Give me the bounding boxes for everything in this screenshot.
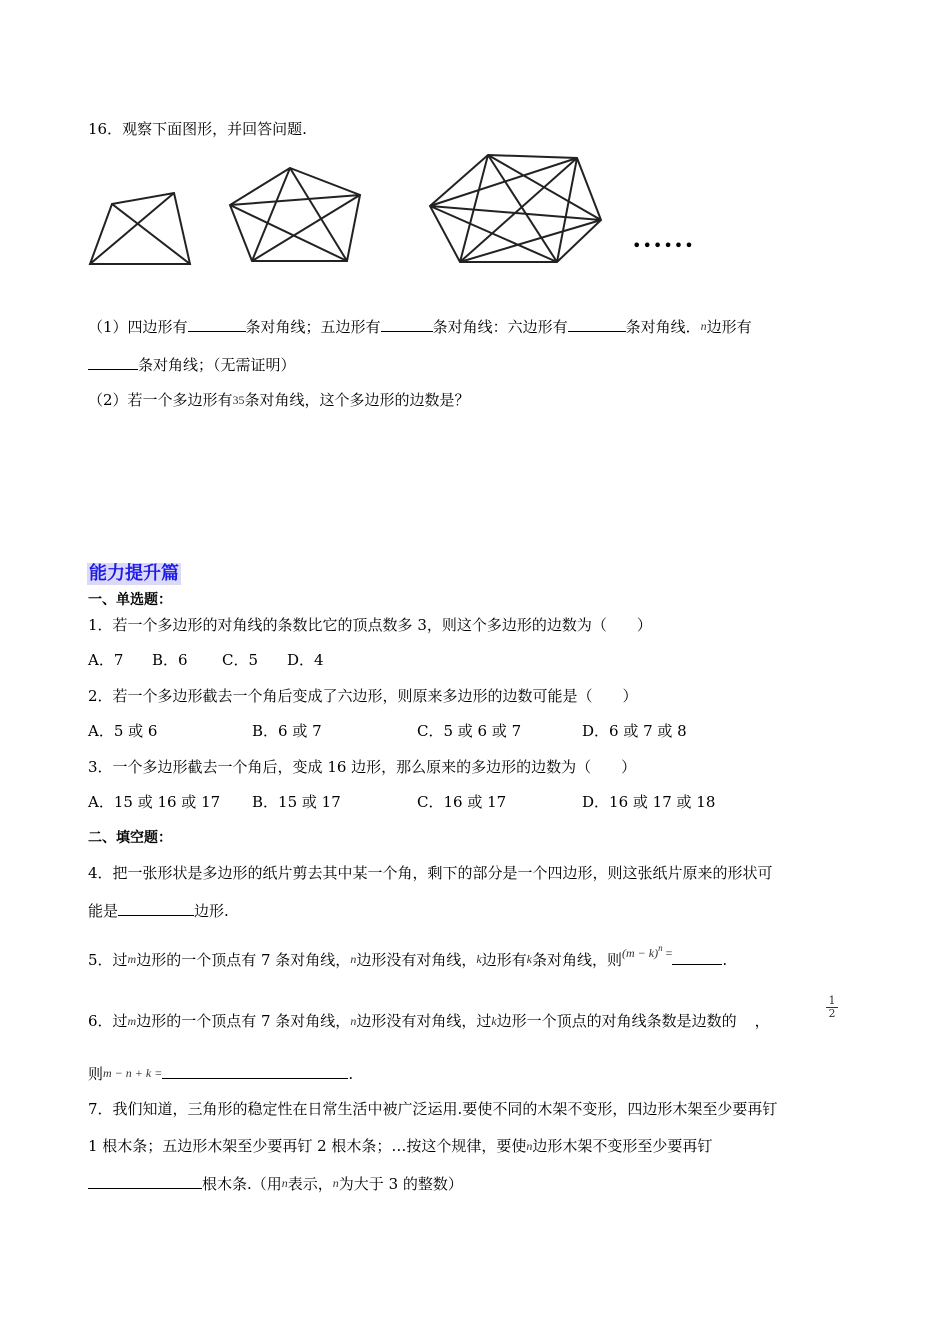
math-var: n — [350, 952, 357, 966]
answer-blank[interactable] — [88, 354, 138, 370]
math-var: n — [281, 1176, 288, 1190]
text: 边形有 — [481, 951, 527, 969]
q7-line3 — [88, 1173, 463, 1194]
text: 则 — [88, 1065, 104, 1083]
text: 6．过 — [88, 1012, 128, 1030]
q3-option-d[interactable]: D．16 或 17 或 18 — [582, 793, 716, 811]
math-expr: (m − k) — [622, 946, 659, 960]
q1-stem: 1．若一个多边形的对角线的条数比它的顶点数多 3，则这个多边形的边数为（ ） — [88, 616, 652, 634]
math-var: k — [526, 952, 532, 966]
math-var: n — [350, 1014, 357, 1028]
text: （2）若一个多边形有 — [88, 391, 233, 409]
fraction-denominator: 2 — [826, 1007, 838, 1020]
answer-blank[interactable] — [188, 316, 246, 332]
text: 能是 — [88, 902, 119, 920]
text: （1）四边形有 — [88, 318, 188, 336]
q4-line2 — [88, 900, 229, 921]
q3-stem: 3．一个多边形截去一个角后，变成 16 边形，那么原来的多边形的边数为（ ） — [88, 758, 637, 776]
text: . — [722, 951, 728, 969]
math-var: m — [127, 1014, 137, 1028]
text: 边形木架不变形至少要再钉 — [532, 1137, 713, 1155]
answer-blank[interactable] — [568, 316, 626, 332]
text: 1 根木条；五边形木架至少要再钉 2 根木条；…按这个规律，要使 — [88, 1137, 527, 1155]
single-choice-heading: 一、单选题： — [88, 592, 172, 608]
text: 条对角线；五边形有 — [245, 318, 381, 336]
q3-option-b[interactable]: B．15 或 17 — [252, 793, 341, 811]
math-var: k — [476, 952, 482, 966]
q7-line2 — [88, 1136, 712, 1156]
text: 边形没有对角线，过 — [356, 1012, 492, 1030]
q3-option-a[interactable]: A．15 或 16 或 17 — [88, 793, 221, 811]
section-title: 能力提升篇 — [89, 563, 179, 584]
text: 边形的一个顶点有 7 条对角线， — [136, 1012, 351, 1030]
text: 边形的一个顶点有 7 条对角线， — [136, 951, 351, 969]
q2-option-c[interactable]: C．5 或 6 或 7 — [417, 722, 522, 740]
answer-blank[interactable] — [162, 1063, 348, 1079]
math-eq: = — [662, 946, 673, 960]
q16-part1-line1 — [88, 316, 752, 337]
text: 为大于 3 的整数） — [338, 1175, 463, 1193]
math-number: 35 — [232, 393, 245, 407]
text: 边形. — [194, 902, 229, 920]
q2-option-b[interactable]: B．6 或 7 — [252, 722, 322, 740]
q16-part2 — [88, 390, 470, 410]
q3-option-c[interactable]: C．16 或 17 — [417, 793, 507, 811]
math-var: n — [526, 1139, 533, 1153]
text: 边形没有对角线， — [356, 951, 477, 969]
fraction-one-half — [826, 995, 838, 1020]
text: 条对角线；（无需证明） — [138, 356, 296, 374]
answer-blank[interactable] — [88, 1173, 202, 1189]
fraction-numerator: 1 — [828, 994, 836, 1007]
answer-blank[interactable] — [118, 900, 194, 916]
text: 条对角线． — [625, 318, 701, 336]
q2-stem: 2．若一个多边形截去一个角后变成了六边形，则原来多边形的边数可能是（ ） — [88, 687, 638, 705]
q6-line1 — [88, 1011, 770, 1031]
text: 边形有 — [706, 318, 752, 336]
q16-title: 16．观察下面图形，并回答问题. — [88, 120, 307, 138]
math-var: n — [700, 319, 707, 333]
text: 根木条.（用 — [202, 1175, 282, 1193]
q1-option-d[interactable]: D．4 — [287, 651, 324, 669]
text: 表示， — [287, 1175, 333, 1193]
q4-line1: 4．把一张形状是多边形的纸片剪去其中某一个角，剩下的部分是一个四边形，则这张纸片原来的形状可 — [88, 864, 773, 882]
math-var: m — [127, 952, 137, 966]
text: . — [348, 1065, 354, 1083]
hexagon-figure — [0, 0, 950, 300]
q16-part1-line2 — [88, 354, 296, 375]
ellipsis-dots: •••••• — [632, 236, 695, 255]
math-var: k — [491, 1014, 497, 1028]
text: 条对角线：六边形有 — [432, 318, 568, 336]
q2-option-d[interactable]: D．6 或 7 或 8 — [582, 722, 687, 740]
math-expr: m − n + k = — [103, 1066, 163, 1080]
text: ， — [754, 1012, 770, 1030]
q2-option-a[interactable]: A．5 或 6 — [88, 722, 158, 740]
q1-option-c[interactable]: C．5 — [222, 651, 259, 669]
text: 5．过 — [88, 951, 128, 969]
q1-option-a[interactable]: A．7 — [88, 651, 124, 669]
math-sup: n — [658, 943, 663, 953]
q6-line2 — [88, 1063, 353, 1084]
q1-option-b[interactable]: B．6 — [152, 651, 188, 669]
hexagon-diagonal — [430, 158, 577, 206]
q7-line1: 7．我们知道，三角形的稳定性在日常生活中被广泛运用.要使不同的木架不变形，四边形木架至少要再钉 — [88, 1100, 778, 1118]
text: 条对角线，则 — [532, 951, 623, 969]
answer-blank[interactable] — [672, 949, 722, 965]
answer-blank[interactable] — [381, 316, 433, 332]
q5-line — [88, 943, 728, 970]
text: 条对角线，这个多边形的边数是？ — [244, 391, 470, 409]
text: 边形一个顶点的对角线条数是边数的 — [496, 1012, 737, 1030]
math-var: n — [332, 1176, 339, 1190]
fill-blank-heading: 二、填空题： — [88, 830, 172, 846]
